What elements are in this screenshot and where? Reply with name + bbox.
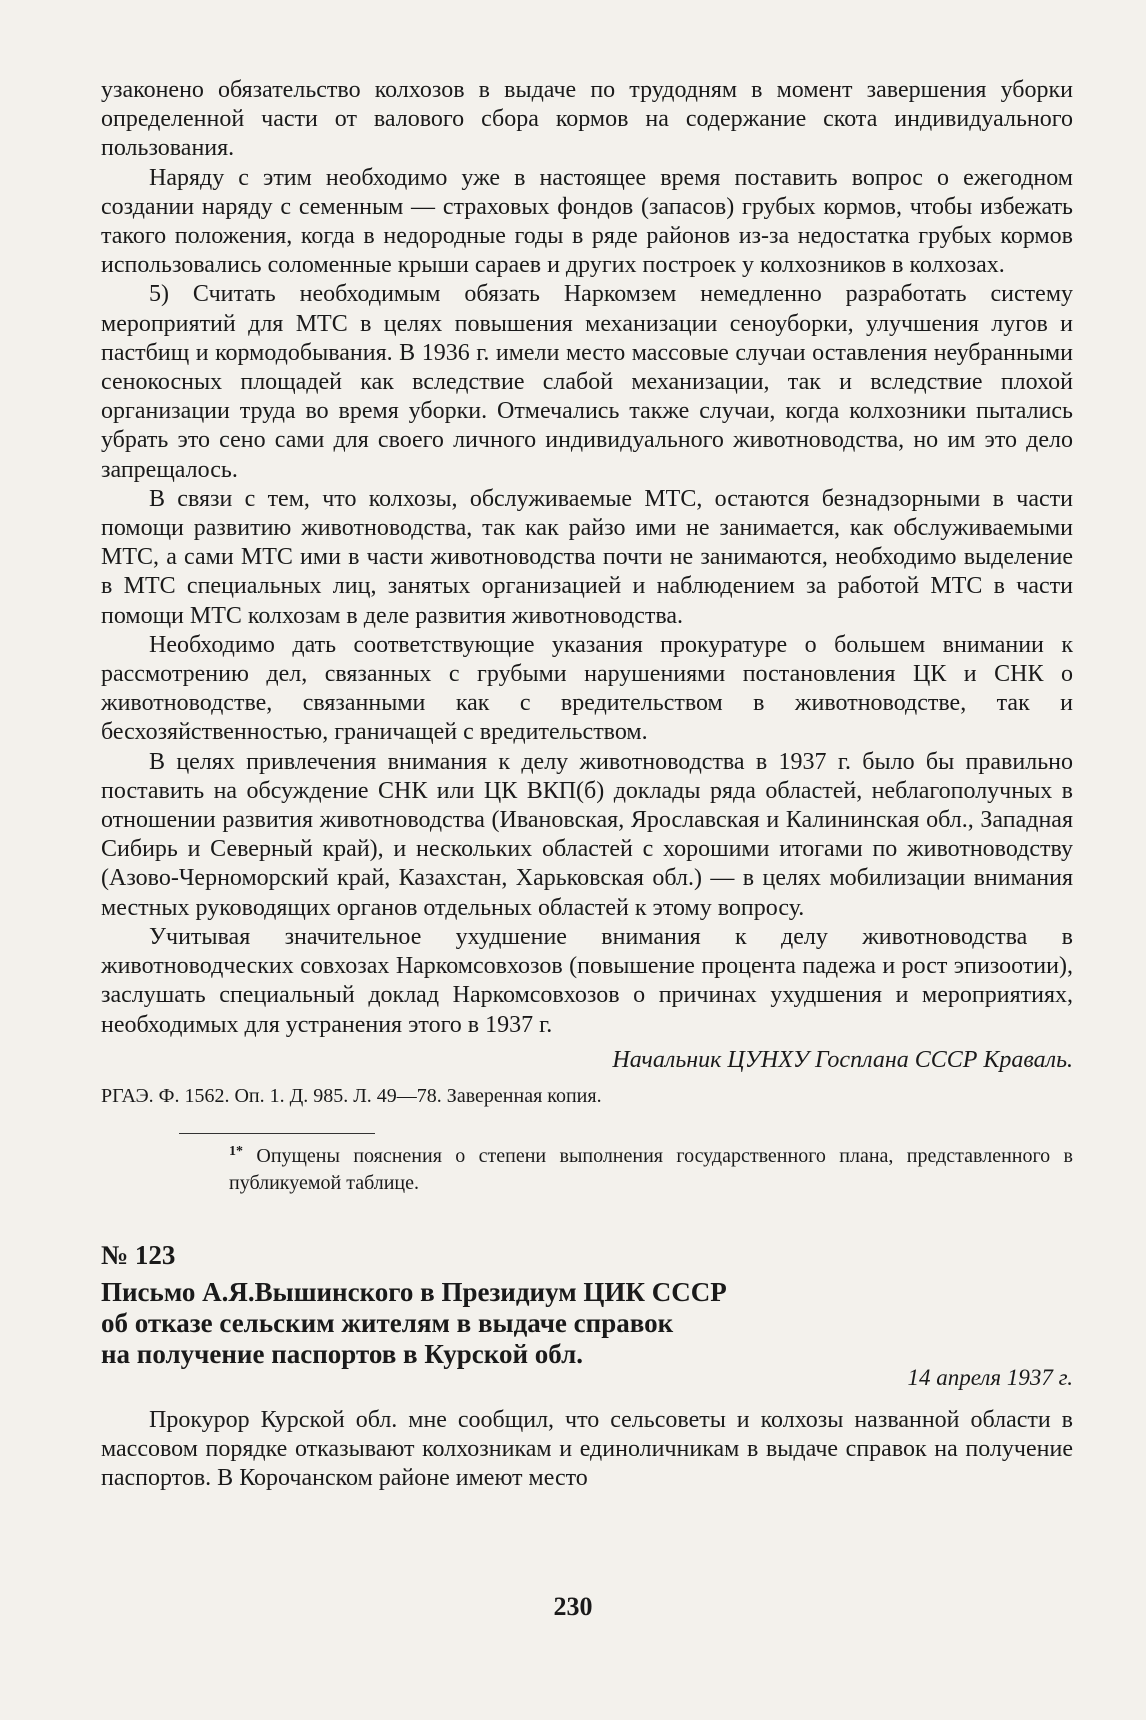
footnote bbox=[101, 1138, 1073, 1197]
body-paragraph-4: В связи с тем, что колхозы, обслуживаемые МТС, остаются безнадзорными в части помощи развитию животноводства, так как райзо ими не занимается, как обслуживаемыми МТС, а сами МТС ими в части животноводства почти не занимаются, необходимо выделение в МТС специальных лиц, занятых организацией и наблюдением за работой МТС в части помощи МТС колхозам в деле развития животноводства. bbox=[101, 485, 1073, 629]
footnote-mark: 1* bbox=[229, 1143, 243, 1159]
page-number: 230 bbox=[553, 1592, 593, 1621]
document-number: № 123 bbox=[101, 1239, 176, 1270]
page-content bbox=[101, 76, 1073, 1493]
footnote-divider bbox=[179, 1133, 375, 1134]
document-title-line-3: на получение паспортов в Курской обл. bbox=[101, 1338, 584, 1369]
footnote-text: Опущены пояснения о степени выполнения государственного плана, представленного в публикуемой таблице. bbox=[229, 1144, 1073, 1194]
body-paragraph-3: 5) Считать необходимым обязать Наркомзем немедленно разработать систему мероприятий для МТС в целях повышения механизации сеноуборки, улучшения лугов и пастбищ и кормодобывания. В 1936 г. имели место массовые случаи оставления неубранными сенокосных площадей как вследствие слабой механизации, так и вследствие плохой организации труда во время уборки. Отмечались также случаи, когда колхозники пытались убрать это сено сами для своего личного индивидуального животноводства, но им это дело запрещалось. bbox=[101, 281, 1073, 483]
letter-first-paragraph: Прокурор Курской обл. мне сообщил, что сельсоветы и колхозы названной области в массовом порядке отказывают колхозникам и единоличникам в выдаче справок на получение паспортов. В Корочанском районе имеют место bbox=[101, 1406, 1073, 1492]
signature: Начальник ЦУНХУ Госплана СССР Краваль. bbox=[612, 1046, 1073, 1073]
body-paragraph-7: Учитывая значительное ухудшение внимания к делу животноводства в животноводческих совхозах Наркомсовхозов (повышение процента падежа и рост эпизоотии), заслушать специальный доклад Наркомсовхозов о причинах ухудшения и мероприятиях, необходимых для устранения этого в 1937 г. bbox=[101, 923, 1073, 1038]
document-title bbox=[101, 1277, 1073, 1370]
document-title-line-2: об отказе сельским жителям в выдаче справок bbox=[101, 1307, 674, 1338]
document-title-line-1: Письмо А.Я.Вышинского в Президиум ЦИК СССР bbox=[101, 1276, 727, 1307]
archive-source: РГАЭ. Ф. 1562. Оп. 1. Д. 985. Л. 49—78. Заверенная копия. bbox=[101, 1084, 602, 1107]
document-date: 14 апреля 1937 г. bbox=[907, 1364, 1073, 1390]
body-paragraph-1: узаконено обязательство колхозов в выдаче по трудодням в момент завершения уборки определенной части от валового сбора кормов на содержание скота индивидуального пользования. bbox=[101, 77, 1073, 162]
body-paragraph-6: В целях привлечения внимания к делу животноводства в 1937 г. было бы правильно поставить на обсуждение СНК или ЦК ВКП(б) доклады ряда областей, неблагополучных в отношении развития животноводства (Ивановская, Ярославская и Калининская обл., Западная Сибирь и Северный край), и нескольких областей с хорошими итогами по животноводству (Азово-Черноморский край, Казахстан, Харьковская обл.) — в целях мобилизации внимания местных руководящих органов отдельных областей к этому вопросу. bbox=[101, 748, 1073, 921]
body-paragraph-5: Необходимо дать соответствующие указания прокуратуре о большем внимании к рассмотрению дел, связанных с грубыми нарушениями постановления ЦК и СНК о животноводстве, связанными как с вредительством в животноводстве, так и бесхозяйственностью, граничащей с вредительством. bbox=[101, 631, 1073, 746]
body-paragraph-2: Наряду с этим необходимо уже в настоящее время поставить вопрос о ежегодном создании наряду с семенным — страховых фондов (запасов) грубых кормов, чтобы избежать такого положения, когда в недородные годы в ряде районов из-за недостатка грубых кормов использовались соломенные крыши сараев и других построек у колхозников в колхозах. bbox=[101, 164, 1073, 279]
